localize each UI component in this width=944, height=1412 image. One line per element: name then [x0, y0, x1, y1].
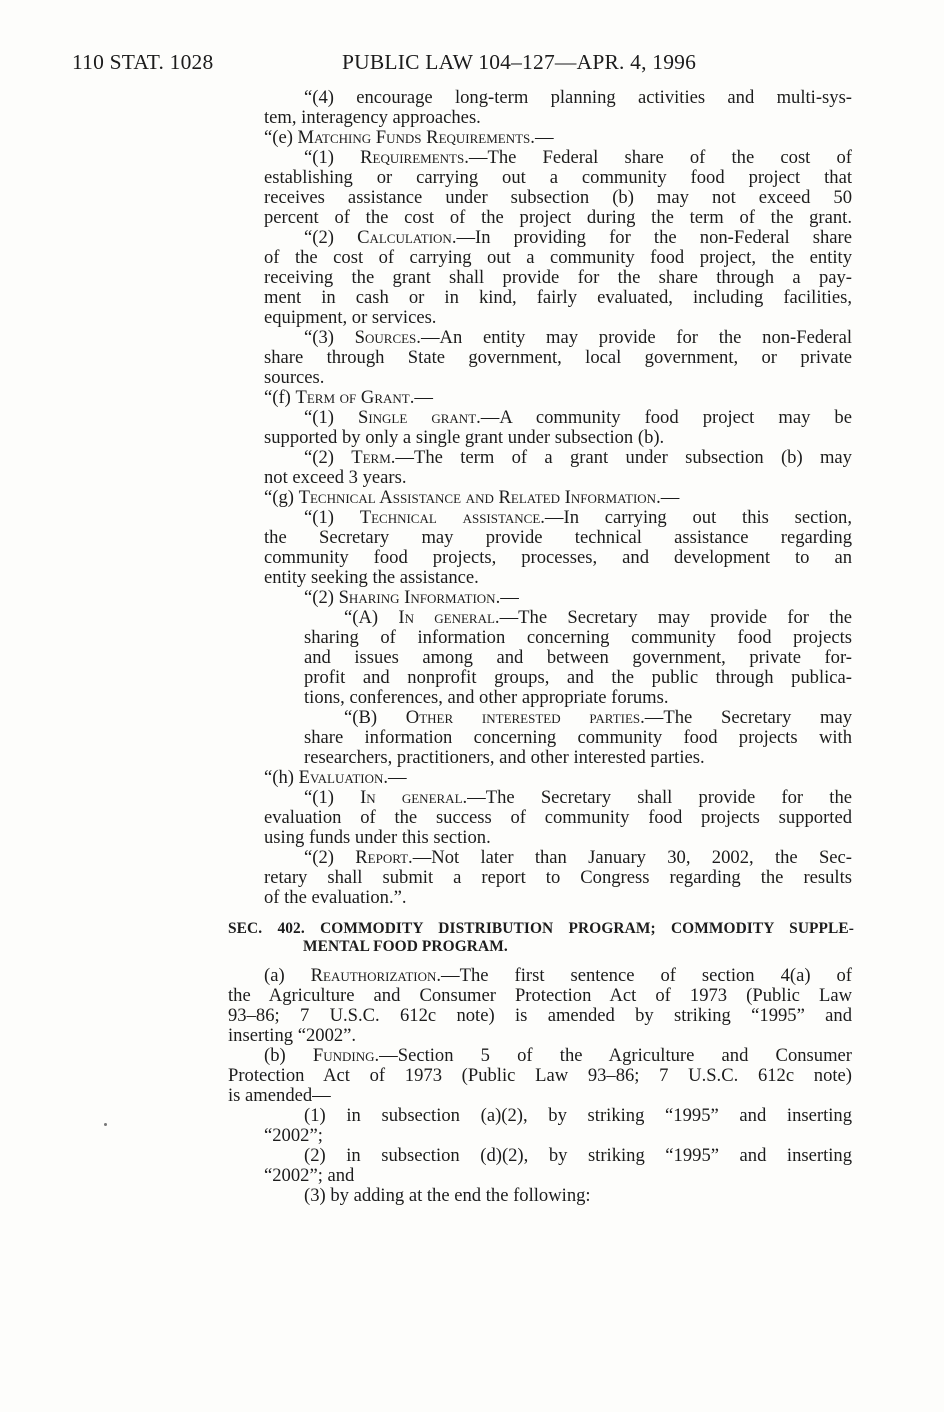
- paragraph-designation: “(g): [264, 487, 299, 508]
- text-line: and issues among and between government, private for-: [304, 647, 852, 668]
- text-line: profit and nonprofit groups, and the public through publica-: [304, 667, 852, 688]
- paragraph-heading: Matching Funds Requirements: [297, 127, 531, 148]
- scan-speck: [104, 1123, 107, 1126]
- text-line: “2002”; and: [264, 1165, 355, 1186]
- paragraph-designation: (b): [264, 1045, 313, 1066]
- paragraph-text: .—Not later than January 30, 2002, the Sec-: [408, 847, 852, 868]
- text-line: supported by only a single grant under subsection (b).: [264, 427, 665, 448]
- paragraph-designation: “(A): [344, 607, 399, 628]
- paragraph-designation: (a): [264, 965, 311, 986]
- paragraph-text: .—: [409, 387, 433, 408]
- paragraph-heading: Term: [351, 447, 391, 468]
- paragraph-heading: Calculation: [357, 227, 452, 248]
- paragraph-designation: “(h): [264, 767, 299, 788]
- text-line: equipment, or services.: [264, 307, 437, 328]
- text-line: share information concerning community food projects with: [304, 727, 852, 748]
- paragraph-heading: Sources: [354, 327, 417, 348]
- paragraph-heading: Report: [355, 847, 409, 868]
- text-line: establishing or carrying out a community food project that: [264, 167, 852, 188]
- text-line: sharing of information concerning community food projects: [304, 627, 852, 648]
- paragraph-text: .—The Secretary may: [640, 707, 852, 728]
- text-line: [264, 488, 679, 508]
- paragraph-text: .—In providing for the non-Federal share: [451, 227, 852, 248]
- paragraph-designation: “(2): [304, 587, 339, 608]
- paragraph-heading: Single grant: [357, 407, 477, 428]
- text-line: [304, 508, 852, 528]
- text-line: (3) by adding at the end the following:: [304, 1185, 591, 1206]
- text-line: [304, 588, 519, 608]
- paragraph-heading: Other interested parties: [405, 707, 641, 728]
- paragraph-designation: “(1): [304, 787, 361, 808]
- paragraph-heading: In general: [360, 787, 463, 808]
- paragraph-heading: Technical Assistance and Related Information: [298, 487, 657, 508]
- paragraph-designation: “(1): [304, 507, 360, 528]
- text-line: tions, conferences, and other appropriate forums.: [304, 687, 669, 708]
- text-line: ment in cash or in kind, fairly evaluated, including facilities,: [264, 287, 852, 308]
- paragraph-text: .—In carrying out this section,: [540, 507, 852, 528]
- text-line: not exceed 3 years.: [264, 467, 407, 488]
- paragraph-heading: Technical assistance: [359, 507, 541, 528]
- statute-citation: 110 STAT. 1028: [72, 50, 214, 74]
- paragraph-designation: “(3): [304, 327, 355, 348]
- text-line: [304, 448, 852, 468]
- text-line: [344, 708, 852, 728]
- paragraph-designation: “(2): [304, 447, 352, 468]
- text-line: researchers, practitioners, and other interested parties.: [304, 747, 705, 768]
- text-line: [264, 388, 433, 408]
- section-heading-line: SEC. 402. COMMODITY DISTRIBUTION PROGRAM; COMMODITY SUPPLE-: [228, 920, 854, 937]
- section-heading-line: MENTAL FOOD PROGRAM.: [303, 938, 508, 955]
- text-line: [304, 788, 852, 808]
- paragraph-heading: Requirements: [360, 147, 465, 168]
- text-line: sources.: [264, 367, 325, 388]
- text-line: of the evaluation.”.: [264, 887, 407, 908]
- text-line: of the cost of carrying out a community food project, the entity: [264, 247, 852, 268]
- text-line: [304, 408, 852, 428]
- paragraph-heading: Reauthorization: [310, 965, 437, 986]
- text-line: using funds under this section.: [264, 827, 491, 848]
- text-line: retary shall submit a report to Congress regarding the results: [264, 867, 852, 888]
- paragraph-designation: “(1): [304, 407, 358, 428]
- text-line: receives assistance under subsection (b) may not exceed 50: [264, 187, 852, 208]
- paragraph-text: .—Section 5 of the Agriculture and Consumer: [374, 1045, 852, 1066]
- paragraph-text: .—: [495, 587, 519, 608]
- paragraph-heading: In general: [398, 607, 495, 628]
- paragraph-text: .—An entity may provide for the non-Federal: [416, 327, 852, 348]
- text-line: entity seeking the assistance.: [264, 567, 479, 588]
- text-line: (1) in subsection (a)(2), by striking “1995” and inserting: [304, 1105, 852, 1126]
- paragraph-text: .—: [383, 767, 407, 788]
- text-line: “(4) encourage long-term planning activities and multi-sys-: [304, 87, 852, 108]
- paragraph-text: .—: [656, 487, 680, 508]
- text-line: [264, 128, 554, 148]
- text-line: is amended—: [228, 1085, 331, 1106]
- paragraph-text: .—The Federal share of the cost of: [464, 147, 852, 168]
- text-line: [344, 608, 852, 628]
- paragraph-designation: “(f): [264, 387, 296, 408]
- paragraph-designation: “(e): [264, 127, 298, 148]
- paragraph-text: .—A community food project may be: [476, 407, 852, 428]
- text-line: [304, 848, 852, 868]
- text-line: [304, 328, 852, 348]
- text-line: [304, 148, 852, 168]
- text-line: 93–86; 7 U.S.C. 612c note) is amended by striking “1995” and: [228, 1005, 852, 1026]
- text-line: evaluation of the success of community food projects supported: [264, 807, 852, 828]
- paragraph-heading: Funding: [312, 1045, 375, 1066]
- text-line: (2) in subsection (d)(2), by striking “1995” and inserting: [304, 1145, 852, 1166]
- paragraph-designation: “(1): [304, 147, 361, 168]
- paragraph-text: .—The first sentence of section 4(a) of: [436, 965, 852, 986]
- text-line: inserting “2002”.: [228, 1025, 357, 1046]
- paragraph-designation: “(2): [304, 227, 358, 248]
- paragraph-designation: “(B): [344, 707, 406, 728]
- paragraph-text: .—The Secretary may provide for the: [494, 607, 852, 628]
- page-header: [0, 50, 944, 80]
- paragraph-heading: Evaluation: [298, 767, 384, 788]
- text-line: “2002”;: [264, 1125, 323, 1146]
- paragraph-designation: “(2): [304, 847, 356, 868]
- text-line: the Secretary may provide technical assistance regarding: [264, 527, 852, 548]
- text-line: [264, 768, 407, 788]
- paragraph-text: .—The term of a grant under subsection (b) may: [390, 447, 852, 468]
- paragraph-text: .—: [530, 127, 554, 148]
- text-line: community food projects, processes, and development to an: [264, 547, 852, 568]
- text-line: [264, 966, 852, 986]
- text-line: the Agriculture and Consumer Protection Act of 1973 (Public Law: [228, 985, 852, 1006]
- text-line: Protection Act of 1973 (Public Law 93–86; 7 U.S.C. 612c note): [228, 1065, 852, 1086]
- text-line: percent of the cost of the project during the term of the grant.: [264, 207, 852, 228]
- text-line: [264, 1046, 852, 1066]
- paragraph-heading: Term of Grant: [295, 387, 410, 408]
- paragraph-heading: Sharing Information: [338, 587, 496, 608]
- text-line: receiving the grant shall provide for the share through a pay-: [264, 267, 852, 288]
- paragraph-text: .—The Secretary shall provide for the: [462, 787, 852, 808]
- text-line: tem, interagency approaches.: [264, 107, 481, 128]
- text-line: share through State government, local government, or private: [264, 347, 852, 368]
- text-line: [304, 228, 852, 248]
- law-title: PUBLIC LAW 104–127—APR. 4, 1996: [342, 50, 697, 74]
